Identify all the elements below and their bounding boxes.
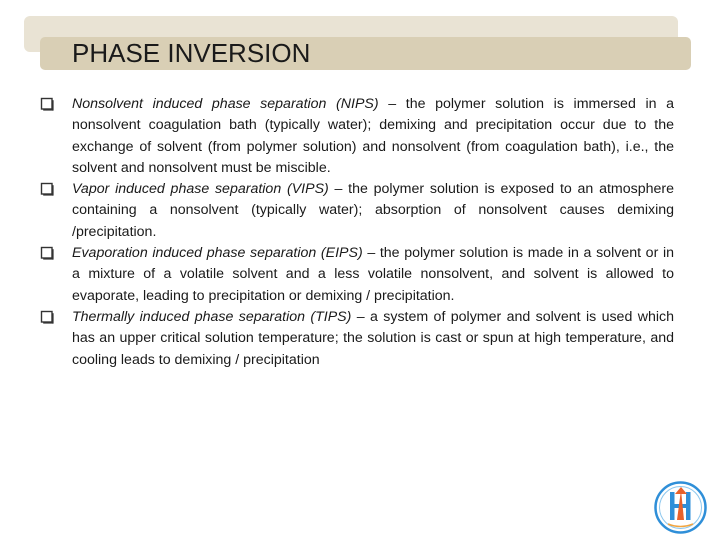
checkbox-square-icon (40, 310, 54, 324)
bullet-text: – a system of polymer and solvent is used which has an upper critical solution temperature; the solution is cast or spun at high temperature, and cooling leads to demixing / precipitation (72, 308, 674, 368)
checkbox-square-icon (40, 246, 54, 260)
checkbox-square-icon (40, 182, 54, 196)
bullet-text: – the polymer solution is immersed in a nonsolvent coagulation bath (typically water); demixing and precipitation occur due to the exchange of solvent (from polymer solution) and nonsolvent (from coagulation bath), i.e., the solvent and nonsolvent must be miscible. (72, 96, 674, 176)
bullet-item-eips (40, 243, 674, 307)
bullet-term: Nonsolvent induced phase separation (NIPS) (72, 96, 379, 112)
bullet-term: Vapor induced phase separation (VIPS) (72, 181, 329, 198)
bullet-text: – the polymer solution is made in a solvent or in a mixture of a volatile solvent and a less volatile nonsolvent, and solvent is allowed to evaporate, leading to precipitation or demixing / precipitation. (72, 245, 674, 304)
bullet-item-nips (40, 94, 674, 179)
bullet-item-vips (40, 179, 674, 243)
checkbox-square-icon (40, 97, 54, 111)
slide-title: PHASE INVERSION (72, 38, 311, 68)
bullet-term: Evaporation induced phase separation (EIPS) (72, 245, 363, 262)
institution-logo-icon (653, 480, 708, 535)
bullet-term: Thermally induced phase separation (TIPS) (72, 308, 352, 325)
bullet-text: – the polymer solution is exposed to an atmosphere containing a nonsolvent (typically water); absorption of nonsolvent causes demixing /precipitation. (72, 181, 674, 240)
bullet-list (40, 94, 674, 371)
bullet-item-tips (40, 307, 674, 371)
